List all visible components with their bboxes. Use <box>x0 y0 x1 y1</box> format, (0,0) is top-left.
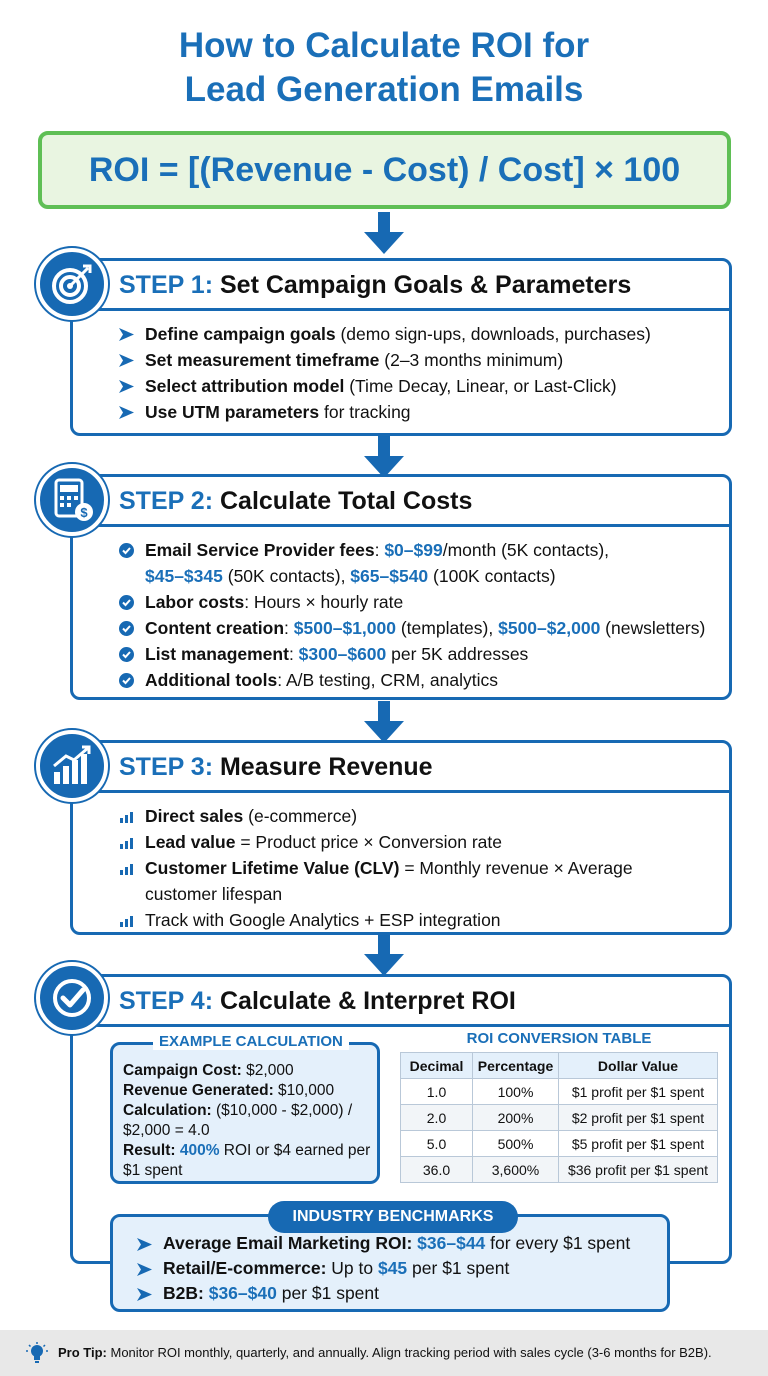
roi-table-title: ROI CONVERSION TABLE <box>466 1030 652 1047</box>
pro-tip-text: Pro Tip: Monitor ROI monthly, quarterly, and annually. Align tracking period with sales cycle (3-6 months for B2B). <box>58 1345 712 1360</box>
table-cell: 5.0 <box>401 1131 473 1157</box>
bar-chart-icon <box>119 836 134 849</box>
step-2-heading: Calculate Total Costs <box>219 487 473 515</box>
step-3-list <box>119 803 721 933</box>
step-2-title <box>119 487 472 516</box>
chevron-right-icon <box>119 380 134 393</box>
table-row <box>401 1157 718 1183</box>
step-2-header <box>73 477 729 527</box>
target-icon <box>36 248 108 320</box>
list-item: Customer Lifetime Value (CLV) = Monthly revenue × Average customer lifespan <box>119 855 721 907</box>
roi-formula: ROI = [(Revenue - Cost) / Cost] × 100 <box>38 131 731 209</box>
table-row <box>401 1105 718 1131</box>
growth-chart-icon <box>36 730 108 802</box>
checkmark-icon <box>36 962 108 1034</box>
step-1-list <box>119 321 721 425</box>
step-1-card <box>70 258 732 436</box>
calculation-line: Calculation: ($10,000 - $2,000) / $2,000 = 4.0 <box>123 1102 353 1139</box>
step-3-heading: Measure Revenue <box>219 753 433 781</box>
calculator-icon <box>36 464 108 536</box>
list-item: Additional tools: A/B testing, CRM, analytics <box>119 667 721 693</box>
industry-benchmarks-title: INDUSTRY BENCHMARKS <box>268 1201 518 1233</box>
list-item: Labor costs: Hours × hourly rate <box>119 589 721 615</box>
check-circle-icon <box>119 647 134 662</box>
chevron-right-icon <box>137 1288 152 1301</box>
chevron-right-icon <box>137 1263 152 1276</box>
list-item: Set measurement timeframe (2–3 months minimum) <box>119 347 721 373</box>
table-cell: 1.0 <box>401 1079 473 1105</box>
step-3-title <box>119 753 433 782</box>
table-cell: 2.0 <box>401 1105 473 1131</box>
table-cell: $2 profit per $1 spent <box>559 1105 718 1131</box>
down-arrow-icon <box>364 934 404 978</box>
check-circle-icon <box>119 595 134 610</box>
step-3-card <box>70 740 732 935</box>
table-cell: 200% <box>473 1105 559 1131</box>
column-header: Dollar Value <box>559 1053 718 1079</box>
table-cell: 36.0 <box>401 1157 473 1183</box>
table-cell: $36 profit per $1 spent <box>559 1157 718 1183</box>
lightbulb-icon <box>26 1342 48 1364</box>
down-arrow-icon <box>364 212 404 256</box>
list-item: Email Service Provider fees: $0–$99/month (5K contacts), $45–$345 (50K contacts), $65–$540 (100K contacts) <box>119 537 721 589</box>
bar-chart-icon <box>119 914 134 927</box>
campaign-cost-line: Campaign Cost: $2,000 <box>123 1062 294 1079</box>
industry-benchmarks-list <box>137 1231 661 1306</box>
example-calculation-title: EXAMPLE CALCULATION <box>153 1033 349 1050</box>
step-1-title <box>119 271 631 300</box>
industry-benchmarks-box <box>110 1208 670 1312</box>
step-4-title <box>119 987 516 1016</box>
roi-conversion-table <box>400 1052 718 1183</box>
bar-chart-icon <box>119 810 134 823</box>
check-circle-icon <box>119 621 134 636</box>
table-row <box>401 1079 718 1105</box>
bar-chart-icon <box>119 862 134 875</box>
step-3-number: STEP 3: <box>119 753 214 781</box>
step-1-heading: Set Campaign Goals & Parameters <box>219 271 632 299</box>
step-1-header <box>73 261 729 311</box>
step-2-number: STEP 2: <box>119 487 214 515</box>
chevron-right-icon <box>119 354 134 367</box>
list-item: Lead value = Product price × Conversion rate <box>119 829 721 855</box>
step-4-heading: Calculate & Interpret ROI <box>219 987 516 1015</box>
list-item: Average Email Marketing ROI: $36–$44 for every $1 spent <box>137 1231 661 1256</box>
table-cell: $5 profit per $1 spent <box>559 1131 718 1157</box>
svg-text:$: $ <box>80 505 88 520</box>
list-item: B2B: $36–$40 per $1 spent <box>137 1281 661 1306</box>
revenue-generated-line: Revenue Generated: $10,000 <box>123 1082 335 1099</box>
list-item: Define campaign goals (demo sign-ups, downloads, purchases) <box>119 321 721 347</box>
check-circle-icon <box>119 673 134 688</box>
title-line-2: Lead Generation Emails <box>184 70 584 109</box>
title-line-1: How to Calculate ROI for <box>178 26 590 65</box>
list-item: Direct sales (e-commerce) <box>119 803 721 829</box>
list-item: Track with Google Analytics + ESP integration <box>119 907 721 933</box>
step-4-header <box>73 977 729 1027</box>
table-cell: 500% <box>473 1131 559 1157</box>
table-cell: $1 profit per $1 spent <box>559 1079 718 1105</box>
list-item: Use UTM parameters for tracking <box>119 399 721 425</box>
page-title <box>0 24 768 112</box>
chevron-right-icon <box>119 328 134 341</box>
check-circle-icon <box>119 543 134 558</box>
list-item: List management: $300–$600 per 5K addresses <box>119 641 721 667</box>
table-cell: 3,600% <box>473 1157 559 1183</box>
step-2-list <box>119 537 721 693</box>
column-header: Percentage <box>473 1053 559 1079</box>
example-calculation-body <box>123 1061 371 1181</box>
chevron-right-icon <box>119 406 134 419</box>
down-arrow-icon <box>364 701 404 745</box>
chevron-right-icon <box>137 1238 152 1251</box>
step-3-header <box>73 743 729 793</box>
table-cell: 100% <box>473 1079 559 1105</box>
list-item: Select attribution model (Time Decay, Linear, or Last-Click) <box>119 373 721 399</box>
example-calculation-box <box>110 1033 380 1184</box>
list-item: Retail/E-commerce: Up to $45 per $1 spent <box>137 1256 661 1281</box>
table-row <box>401 1131 718 1157</box>
list-item: Content creation: $500–$1,000 (templates), $500–$2,000 (newsletters) <box>119 615 721 641</box>
pro-tip-footer <box>0 1330 768 1376</box>
column-header: Decimal <box>401 1053 473 1079</box>
step-1-number: STEP 1: <box>119 271 214 299</box>
result-line: Result: 400% ROI or $4 earned per $1 spent <box>123 1142 371 1179</box>
step-4-number: STEP 4: <box>119 987 214 1015</box>
table-header-row <box>401 1053 718 1079</box>
step-2-card <box>70 474 732 700</box>
